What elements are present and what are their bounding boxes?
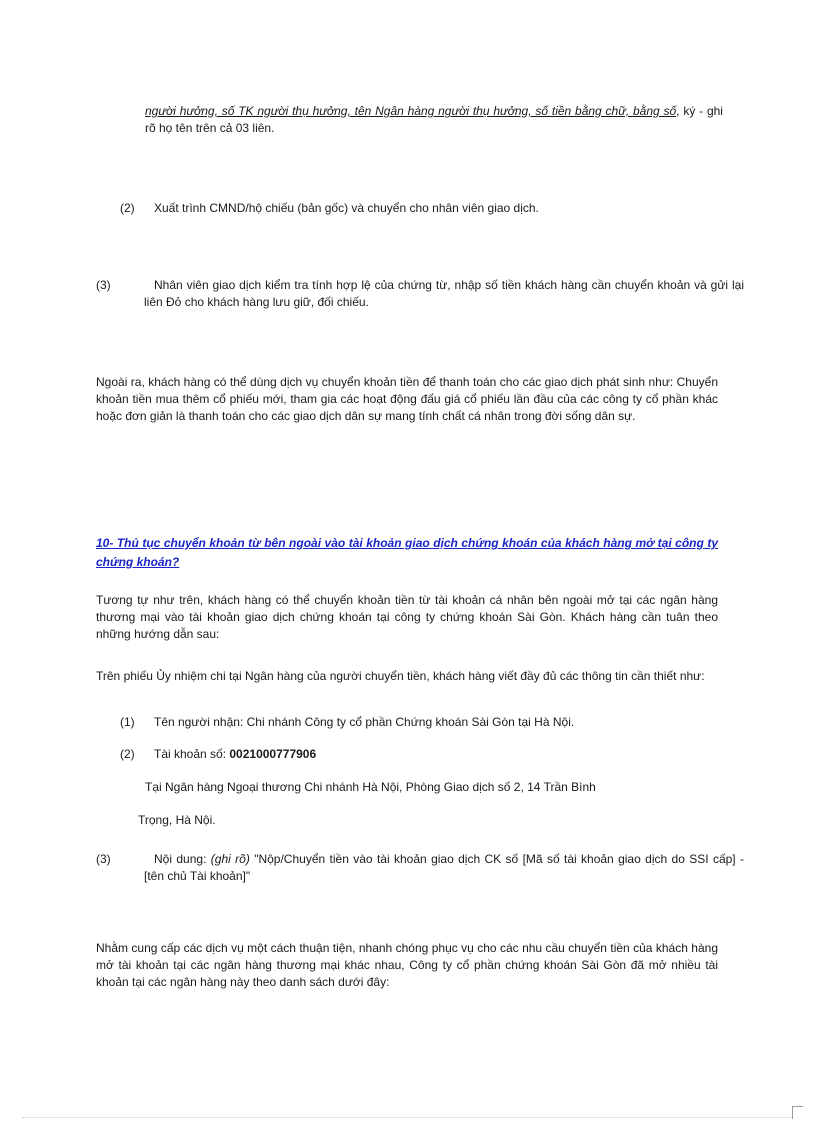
paragraph-closing: Nhằm cung cấp các dịch vụ một cách thuận tiện, nhanh chóng phục vụ cho các nhu cầu chuyển tiền của khách hàng mở tài khoản tại các ngân hàng thương mại khác nhau, Công ty cổ phần chứng khoán Sài Gòn đã mở nhiều tài khoản tại các ngân hàng này theo danh sách dưới đây: [96, 941, 718, 989]
account-number: 0021000777906 [229, 747, 317, 761]
item-1-number: (1) [120, 715, 135, 729]
item-2 [120, 746, 720, 763]
step-3 [96, 277, 744, 311]
item-3-text: "Nộp/Chuyển tiền vào tài khoản giao dịch CK số [Mã số tài khoản giao dịch do SSI cấp] - [tên chủ Tài khoản]" [144, 852, 745, 883]
item-2-number: (2) [120, 747, 135, 761]
paragraph-similar: Tương tự như trên, khách hàng có thể chuyển khoản tiền từ tài khoản cá nhân bên ngoài mở tại các ngân hàng thương mại vào tài khoản giao dịch chứng khoán tại công ty chứng khoán Sài Gòn. Khách hàng cần tuân theo những hướng dẫn sau: [96, 593, 718, 641]
continuation-rest: , ký - ghi rõ họ tên trên cả 03 liên. [145, 104, 723, 135]
item-3-label: Nội dung: [154, 852, 211, 866]
step-3-text: Nhân viên giao dịch kiểm tra tính hợp lệ của chứng từ, nhập số tiền khách hàng cần chuyển khoản và gửi lại liên Đỏ cho khách hàng lưu giữ, đối chiếu. [144, 278, 744, 309]
page-bottom-rule [22, 1117, 792, 1118]
page-corner-mark [792, 1106, 803, 1119]
item-3 [96, 851, 745, 885]
step-2-number: (2) [120, 201, 135, 215]
step-2 [120, 200, 720, 217]
step-2-text: Xuất trình CMND/hộ chiếu (bản gốc) và chuyển cho nhân viên giao dịch. [154, 201, 539, 215]
item-3-note: (ghi rõ) [210, 852, 250, 866]
paragraph-other-uses: Ngoài ra, khách hàng có thể dùng dịch vụ chuyển khoản tiền để thanh toán cho các giao dịch phát sinh như: Chuyển khoản tiền mua thêm cổ phiếu mới, tham gia các hoạt động đấu giá cổ phiếu lần đầu của các công ty cổ phần khác hoặc đơn giản là thanh toán cho các giao dịch dân sự mang tính chất cá nhân trong đời sống dân sự. [96, 375, 718, 423]
item-3-number: (3) [96, 852, 111, 866]
section-10-heading: 10- Thủ tục chuyển khoản từ bên ngoài vào tài khoản giao dịch chứng khoán của khách hàng mở tại công ty chứng khoán? [96, 536, 718, 569]
item-2-label: Tài khoản số: [154, 747, 230, 761]
step-3-number: (3) [96, 278, 111, 292]
paragraph-form: Trên phiếu Ủy nhiệm chi tại Ngân hàng của người chuyển tiền, khách hàng viết đầy đủ các thông tin cần thiết như: [96, 669, 705, 683]
underlined-fields: người hưởng, số TK người thụ hưởng, tên Ngân hàng người thụ hưởng, số tiền bằng chữ, bằng số [145, 104, 677, 118]
item-1-text: Tên người nhận: Chi nhánh Công ty cổ phần Chứng khoán Sài Gòn tại Hà Nội. [154, 715, 575, 729]
top-continuation [145, 103, 723, 137]
bank-line-2: Trọng, Hà Nội. [138, 813, 216, 827]
bank-line-1: Tại Ngân hàng Ngoại thương Chi nhánh Hà Nội, Phòng Giao dịch số 2, 14 Trần Bình [145, 780, 596, 794]
item-1 [120, 714, 720, 731]
